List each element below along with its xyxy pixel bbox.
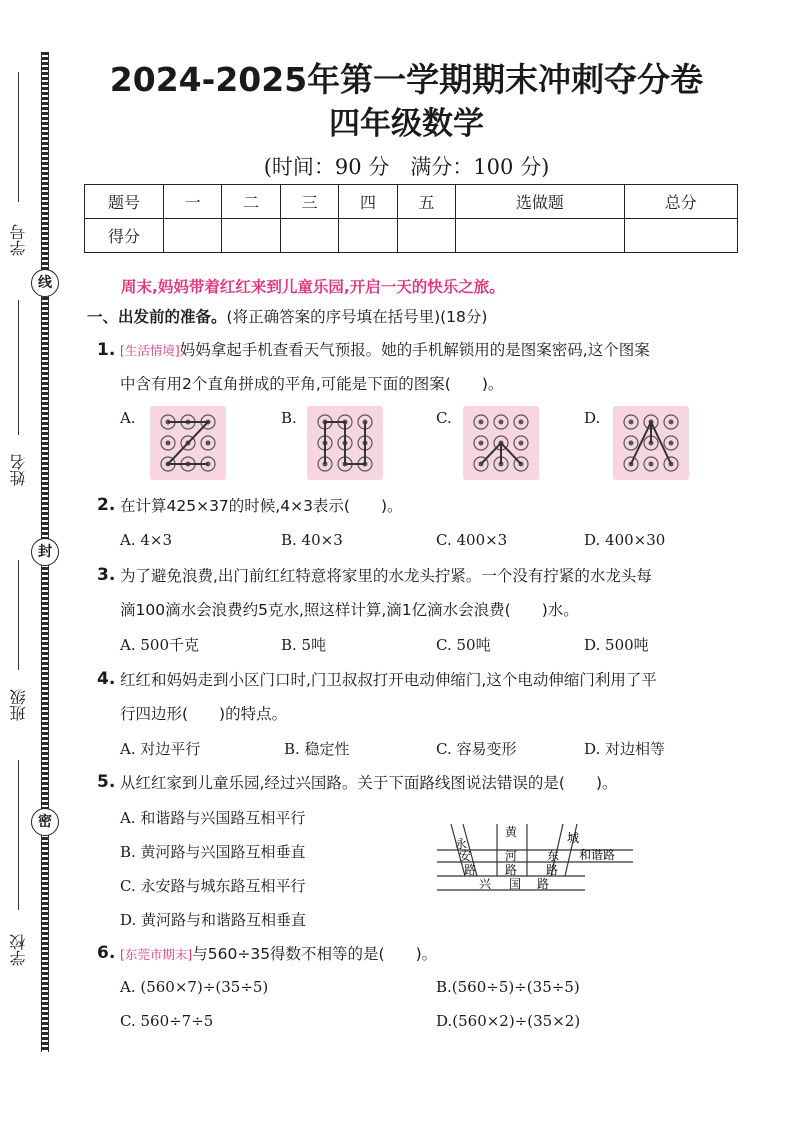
question-text: 红红和妈妈走到小区门口时,门卫叔叔打开电动伸缩门,这个电动伸缩门利用了平 bbox=[120, 671, 657, 689]
road-label: 路 bbox=[537, 877, 550, 891]
intro-text: 周末,妈妈带着红红来到儿童乐园,开启一天的快乐之旅。 bbox=[121, 278, 505, 296]
score-input-cell[interactable] bbox=[164, 219, 222, 253]
school-label: 学校 bbox=[9, 934, 28, 966]
score-input-cell[interactable] bbox=[339, 219, 397, 253]
option-label[interactable]: A. 对边平行 bbox=[120, 740, 201, 758]
score-cell: 总分 bbox=[624, 185, 737, 219]
option-label[interactable]: C. 50吨 bbox=[436, 636, 491, 654]
road-label: 兴 bbox=[479, 877, 492, 891]
exam-title: 2024-2025年第一学期期末冲刺夺分卷 bbox=[109, 60, 704, 99]
option-label[interactable]: A. bbox=[120, 409, 136, 427]
option-label[interactable]: B. bbox=[281, 409, 297, 427]
road-label: 和谐路 bbox=[579, 848, 616, 862]
road-label: 路 bbox=[546, 863, 559, 877]
class-label: 班级 bbox=[9, 689, 28, 721]
option-label[interactable]: D. 500吨 bbox=[584, 636, 649, 654]
class-line bbox=[18, 560, 19, 670]
option-label[interactable]: A. 4×3 bbox=[120, 531, 173, 549]
option-label[interactable]: C. 560÷7÷5 bbox=[120, 1012, 214, 1030]
option-label[interactable]: D. 对边相等 bbox=[584, 740, 666, 758]
road-label: 安 bbox=[459, 849, 472, 863]
pattern-c-image[interactable] bbox=[463, 406, 539, 480]
score-cell: 三 bbox=[280, 185, 338, 219]
score-input-cell[interactable] bbox=[280, 219, 338, 253]
pattern-d-image[interactable] bbox=[613, 406, 689, 480]
road-label: 路 bbox=[505, 863, 518, 877]
question-text: 行四边形( )的特点。 bbox=[120, 705, 288, 723]
student-id-label: 学号 bbox=[9, 224, 28, 256]
question-number: 2. bbox=[97, 495, 116, 515]
score-cell: 四 bbox=[339, 185, 397, 219]
student-id-line bbox=[18, 72, 19, 202]
question-1-line-2: 中含有用2个直角拼成的平角,可能是下面的图案( )。 bbox=[120, 375, 504, 393]
pattern-b-image[interactable] bbox=[307, 406, 383, 480]
option-label[interactable]: A. (560×7)÷(35÷5) bbox=[120, 978, 269, 996]
road-label: 河 bbox=[505, 849, 518, 863]
option-label[interactable]: B. 稳定性 bbox=[284, 740, 350, 758]
option-label[interactable]: B. 黄河路与兴国路互相垂直 bbox=[120, 843, 306, 861]
question-number: 6. bbox=[97, 943, 116, 963]
option-label[interactable]: D. 400×30 bbox=[584, 531, 666, 549]
option-label[interactable]: B. 40×3 bbox=[281, 531, 343, 549]
name-label: 姓名 bbox=[9, 454, 28, 486]
pattern-a-image[interactable] bbox=[150, 406, 226, 480]
time-info: (时间：90 分 满分：100 分) bbox=[263, 155, 550, 179]
binding-mark-seal: 封 bbox=[31, 538, 59, 566]
section-heading bbox=[87, 305, 487, 327]
road-label: 路 bbox=[464, 863, 477, 877]
name-line bbox=[18, 300, 19, 435]
road-map-diagram bbox=[435, 820, 640, 906]
section-label: 一、出发前的准备。 bbox=[87, 308, 227, 326]
pattern-c-grid bbox=[463, 406, 539, 480]
road-label: 永 bbox=[455, 837, 468, 851]
score-cell: 得分 bbox=[85, 219, 164, 253]
road-label: 国 bbox=[509, 877, 522, 891]
road-map-svg bbox=[435, 820, 640, 902]
pattern-a-grid bbox=[150, 406, 226, 480]
score-cell: 题号 bbox=[85, 185, 164, 219]
question-tag: [东莞市期末] bbox=[120, 947, 193, 962]
binding-mark-secret: 密 bbox=[31, 808, 59, 836]
question-text: 滴100滴水会浪费约5克水,照这样计算,滴1亿滴水会浪费( )水。 bbox=[120, 601, 579, 619]
score-input-cell[interactable] bbox=[222, 219, 280, 253]
question-text: 为了避免浪费,出门前红红特意将家里的水龙头拧紧。一个没有拧紧的水龙头每 bbox=[120, 567, 652, 585]
question-6-line-1 bbox=[120, 944, 437, 965]
question-number: 5. bbox=[97, 772, 116, 792]
score-cell: 选做题 bbox=[456, 185, 624, 219]
option-label[interactable]: B. 5吨 bbox=[281, 636, 327, 654]
option-label[interactable]: D.(560×2)÷(35×2) bbox=[436, 1012, 581, 1030]
question-tag: [生活情境] bbox=[120, 343, 180, 358]
question-text: 妈妈拿起手机查看天气预报。她的手机解锁用的是图案密码,这个图案 bbox=[179, 341, 650, 359]
section-note: (将正确答案的序号填在括号里)(18分) bbox=[226, 308, 488, 326]
question-text: 与560÷35得数不相等的是( )。 bbox=[192, 945, 438, 963]
pattern-b-grid bbox=[307, 406, 383, 480]
pattern-d-grid bbox=[613, 406, 689, 480]
option-label[interactable]: A. 500千克 bbox=[120, 636, 199, 654]
road-label: 城 bbox=[567, 831, 580, 845]
option-label[interactable]: D. bbox=[584, 409, 601, 427]
question-text: 在计算425×37的时候,4×3表示( )。 bbox=[120, 497, 403, 515]
option-label[interactable]: B.(560÷5)÷(35÷5) bbox=[436, 978, 580, 996]
score-cell: 一 bbox=[164, 185, 222, 219]
score-cell: 五 bbox=[397, 185, 455, 219]
option-label[interactable]: C. 400×3 bbox=[436, 531, 508, 549]
road-label: 东 bbox=[547, 849, 560, 863]
question-number: 3. bbox=[97, 565, 116, 585]
score-cell: 二 bbox=[222, 185, 280, 219]
option-label[interactable]: C. 容易变形 bbox=[436, 740, 517, 758]
score-input-cell[interactable] bbox=[397, 219, 455, 253]
school-line bbox=[18, 760, 19, 910]
score-input-cell[interactable] bbox=[624, 219, 737, 253]
option-label[interactable]: A. 和谐路与兴国路互相平行 bbox=[120, 809, 306, 827]
score-table-header-row bbox=[85, 185, 738, 219]
road-label: 黄 bbox=[505, 825, 518, 839]
option-label[interactable]: D. 黄河路与和谐路互相垂直 bbox=[120, 911, 307, 929]
score-table-score-row bbox=[85, 219, 738, 253]
question-text: 从红红家到儿童乐园,经过兴国路。关于下面路线图说法错误的是( )。 bbox=[120, 774, 618, 792]
exam-subtitle: 四年级数学 bbox=[329, 106, 484, 142]
binding-mark-line: 线 bbox=[31, 269, 59, 297]
option-label[interactable]: C. bbox=[436, 409, 452, 427]
question-number: 1. bbox=[97, 340, 116, 360]
score-table bbox=[84, 184, 738, 253]
score-input-cell[interactable] bbox=[456, 219, 624, 253]
question-number: 4. bbox=[97, 669, 116, 689]
question-1-line-1 bbox=[120, 340, 650, 361]
option-label[interactable]: C. 永安路与城东路互相平行 bbox=[120, 877, 306, 895]
